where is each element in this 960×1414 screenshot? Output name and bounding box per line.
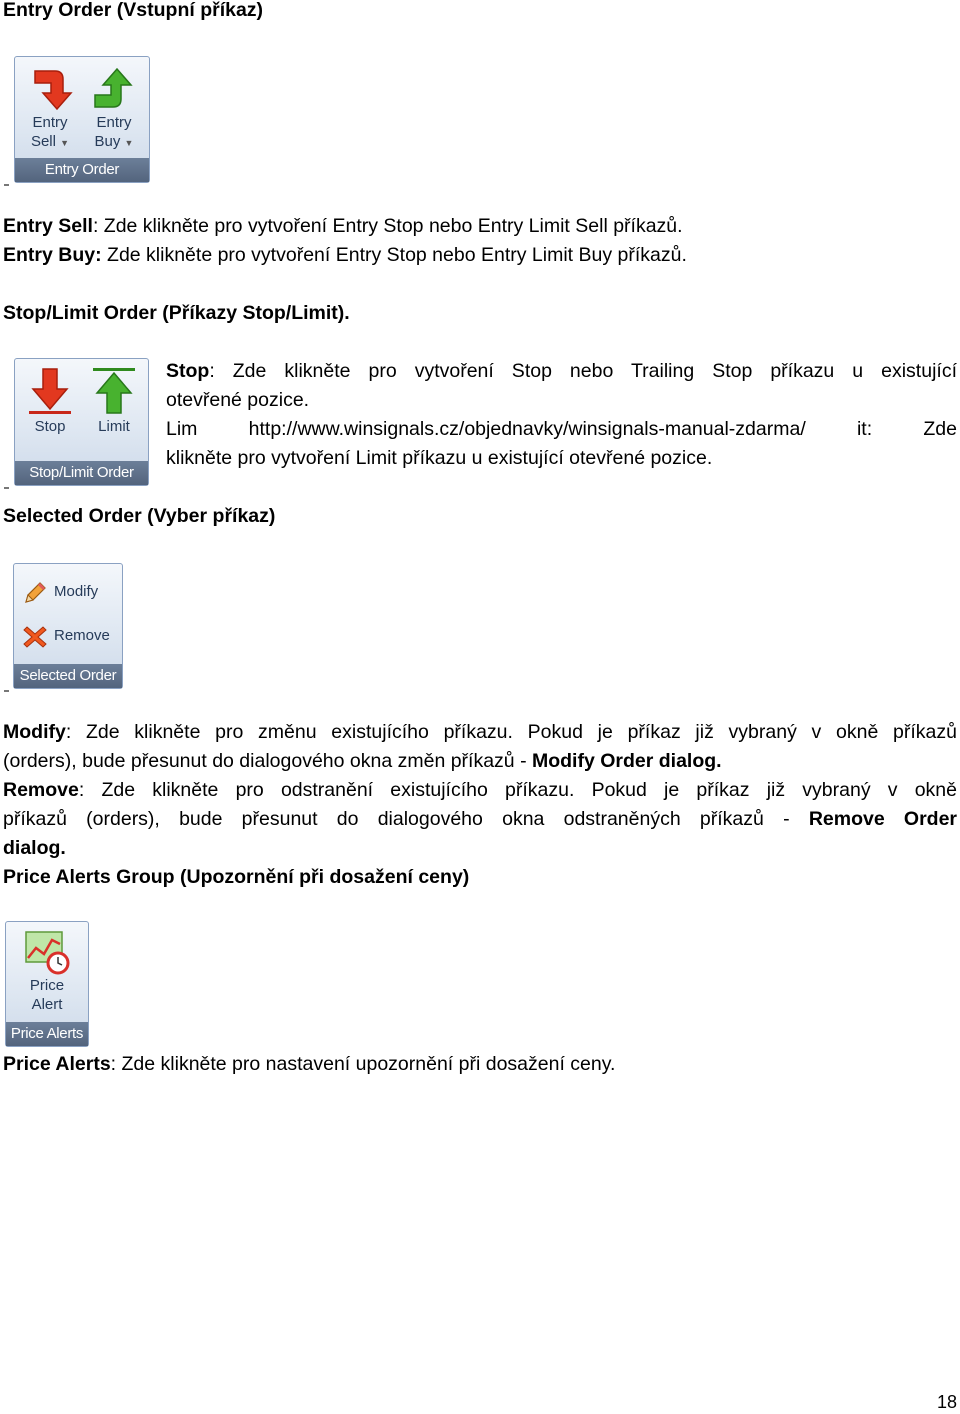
group-corner-mark <box>4 690 9 692</box>
remove-x-icon <box>22 624 48 650</box>
price-alert-chart-icon <box>22 928 72 976</box>
limit-button[interactable] <box>83 363 145 457</box>
dropdown-arrow-icon: ▼ <box>124 138 134 148</box>
selected-order-group <box>13 563 123 689</box>
entry-sell-label-1: Entry <box>32 114 68 131</box>
stop-limit-caption: Stop/Limit Order <box>15 461 148 485</box>
remove-description-line-3: dialog. <box>3 837 66 859</box>
stop-limit-group <box>14 358 149 486</box>
entry-buy-description: Entry Buy: Zde klikněte pro vytvoření Entry Stop nebo Entry Limit Buy příkazů. <box>3 244 687 266</box>
price-alerts-group <box>5 921 89 1047</box>
limit-label: Limit <box>98 418 130 435</box>
heading-entry-order: Entry Order (Vstupní příkaz) <box>3 0 264 21</box>
entry-sell-arrow-icon <box>25 65 75 113</box>
group-corner-mark <box>4 487 9 489</box>
entry-sell-label-2: Sell ▼ <box>30 133 70 150</box>
group-corner-mark <box>4 184 9 186</box>
modify-label: Modify <box>54 583 99 600</box>
limit-arrow-icon <box>89 365 139 417</box>
entry-order-group <box>14 56 150 183</box>
price-alert-label-1: Price <box>29 977 65 994</box>
page-number: 18 <box>936 1392 957 1412</box>
limit-description-line-1: Lim http://www.winsignals.cz/objednavky/winsignals-manual-zdarma/ it: Zde <box>166 418 957 440</box>
selected-order-caption: Selected Order <box>14 664 122 688</box>
remove-description-line-1: Remove: Zde klikněte pro odstranění existujícího příkazu. Pokud je příkaz již vybraný v okně <box>3 779 957 801</box>
heading-stop-limit: Stop/Limit Order (Příkazy Stop/Limit). <box>3 302 350 324</box>
heading-price-alerts: Price Alerts Group (Upozornění při dosažení ceny) <box>3 866 470 888</box>
entry-buy-label-1: Entry <box>96 114 132 131</box>
modify-button[interactable] <box>18 578 118 608</box>
remove-label: Remove <box>54 627 110 644</box>
entry-buy-button[interactable] <box>83 61 145 157</box>
heading-selected-order: Selected Order (Vyber příkaz) <box>3 505 276 527</box>
modify-description-line-2: (orders), bude přesunut do dialogového okna změn příkazů - Modify Order dialog. <box>3 750 722 772</box>
price-alert-button[interactable] <box>8 926 86 1022</box>
entry-buy-arrow-icon <box>89 65 139 113</box>
price-alerts-caption: Price Alerts <box>6 1022 88 1046</box>
entry-buy-label-2: Buy ▼ <box>94 133 134 150</box>
stop-limit-description <box>166 357 957 473</box>
entry-order-caption: Entry Order <box>15 158 149 182</box>
pencil-icon <box>22 580 48 606</box>
price-alerts-description: Price Alerts: Zde klikněte pro nastavení upozornění při dosažení ceny. <box>3 1053 616 1075</box>
remove-button[interactable] <box>18 622 118 652</box>
remove-description-line-2: příkazů (orders), bude přesunut do dialogového okna odstraněných příkazů - Remove Order <box>3 808 958 830</box>
stop-button[interactable] <box>19 363 81 457</box>
stop-description-line-1: Stop: Zde klikněte pro vytvoření Stop nebo Trailing Stop příkazu u existující <box>166 360 957 382</box>
stop-description-line-2: otevřené pozice. <box>166 389 310 411</box>
entry-sell-description: Entry Sell: Zde klikněte pro vytvoření Entry Stop nebo Entry Limit Sell příkazů. <box>3 215 683 237</box>
stop-label: Stop <box>34 418 66 435</box>
dropdown-arrow-icon: ▼ <box>60 138 70 148</box>
modify-description-line-1: Modify: Zde klikněte pro změnu existujícího příkazu. Pokud je příkaz již vybraný v okně příkazů <box>3 721 957 743</box>
stop-arrow-icon <box>25 365 75 417</box>
price-alert-label-2: Alert <box>31 996 63 1013</box>
modify-remove-description <box>3 718 957 863</box>
limit-description-line-2: klikněte pro vytvoření Limit příkazu u existující otevřené pozice. <box>166 447 713 469</box>
entry-sell-button[interactable] <box>19 61 81 157</box>
